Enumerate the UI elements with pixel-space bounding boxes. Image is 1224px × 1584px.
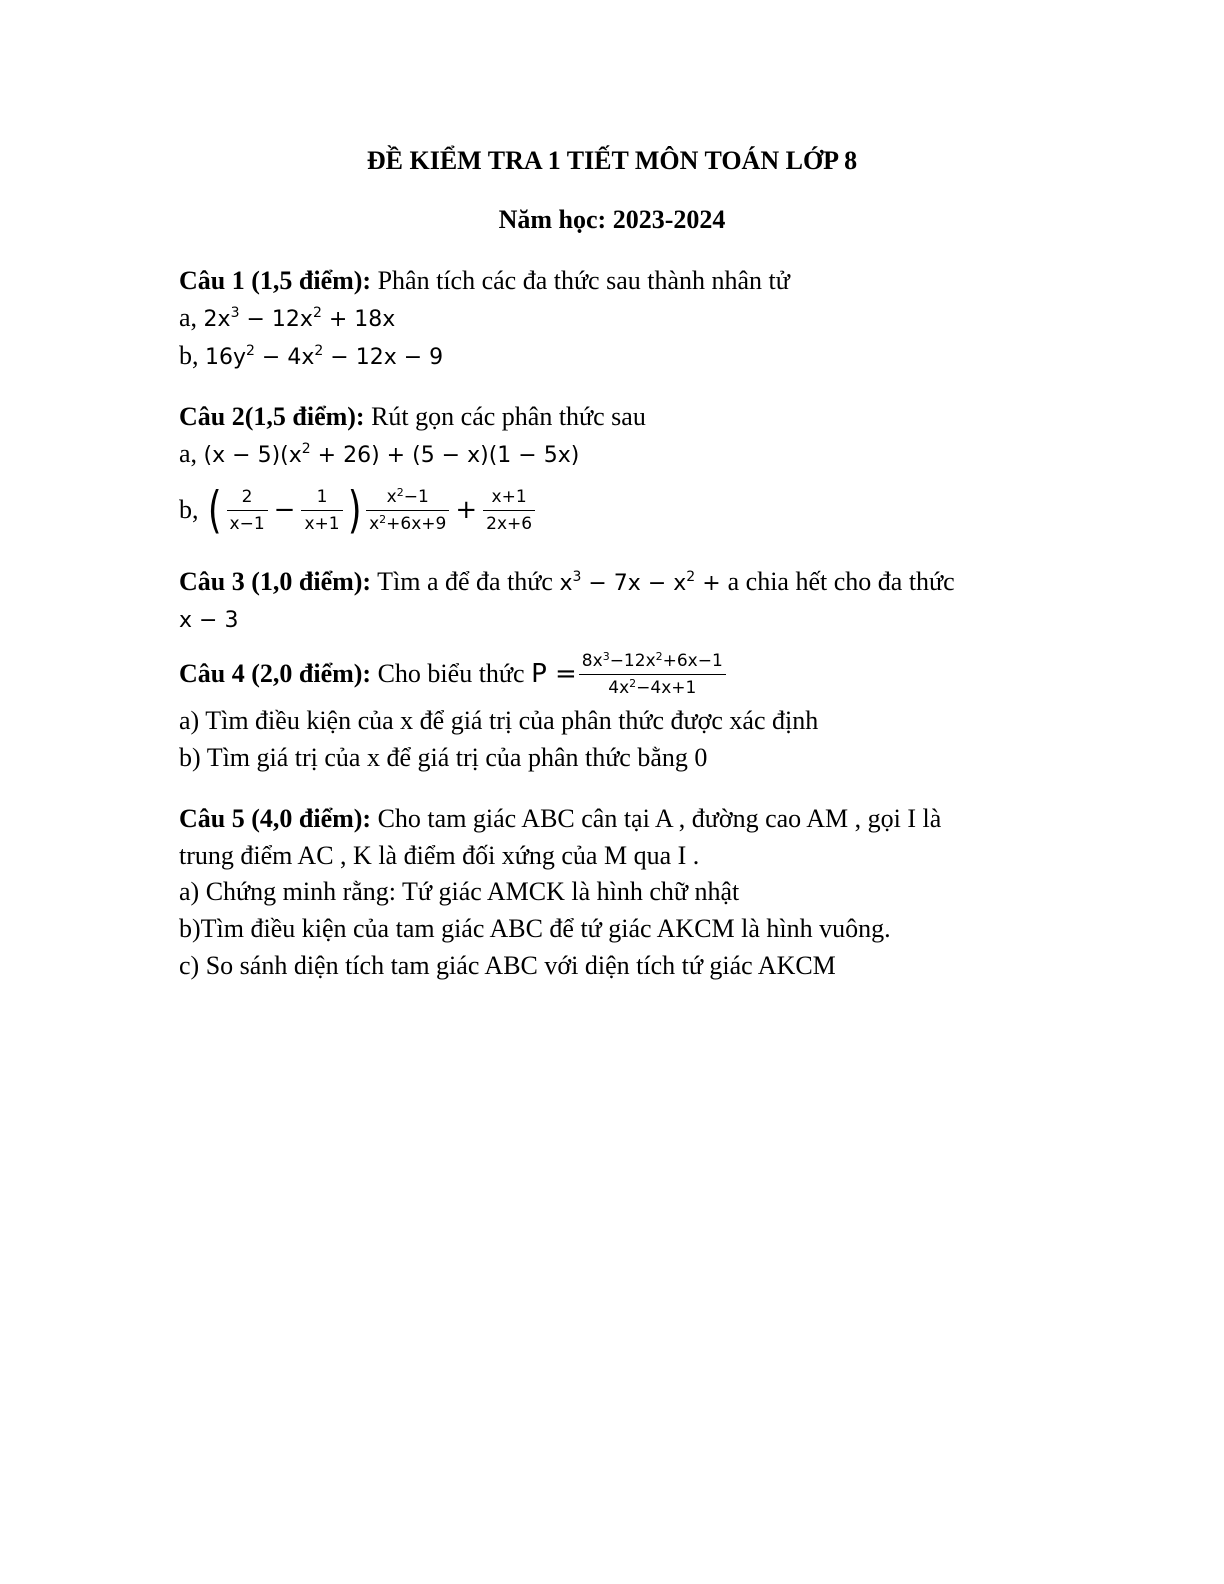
question-4-b: b) Tìm giá trị của x để giá trị của phân thức bằng 0	[179, 743, 708, 772]
school-year: Năm học: 2023-2024	[498, 205, 726, 234]
question-2-a-prefix: a,	[179, 439, 204, 468]
math-expression: $16y^2 - 4x^2 - 12x - 9$	[205, 343, 444, 370]
question-1-b-prefix: b,	[179, 341, 205, 370]
question-5-a: a) Chứng minh rằng: Tứ giác AMCK là hình chữ nhật	[179, 877, 740, 906]
question-1-label: Câu 1 (1,5 điểm):	[179, 266, 372, 295]
question-4-a: a) Tìm điều kiện của x để giá trị của phân thức được xác định	[179, 706, 819, 735]
fraction: $\frac{1}{x+1}$	[301, 487, 342, 534]
question-5	[179, 803, 941, 835]
document-title: ĐỀ KIỂM TRA 1 TIẾT MÔN TOÁN LỚP 8	[366, 146, 858, 175]
math-expression: $x^3 - 7x - x^2$ +	[559, 569, 728, 596]
question-2-text: Rút gọn các phân thức sau	[364, 402, 646, 431]
question-5-text-2: trung điểm AC , K là điểm đối xứng của M qua I .	[179, 841, 700, 870]
question-1-text: Phân tích các đa thức sau thành nhân tử	[371, 266, 790, 295]
math-expression: x − 3	[179, 608, 239, 633]
question-4-text: Cho biểu thức	[371, 659, 532, 689]
question-3: Câu 3 (1,0 điểm): Tìm a để đa thức $x^3 - 7x - x^2 + a$ chia hết cho đa thức	[179, 567, 955, 596]
math-expression: $(x - 5)(x^2 + 26) + (5 - x)(1 - 5x)$	[203, 441, 580, 468]
question-2-b: b, ( $\frac{2}{x-1}$ − $\frac{1}{x+1}$ ) $\frac{x^2-1}{x^2+6x+9}$ + $\frac{x+1}{2x+6}$	[179, 478, 537, 538]
math-expression: $2x^3 - 12x^2 + 18x$	[203, 305, 396, 332]
question-2-label: Câu 2(1,5 điểm):	[179, 402, 365, 431]
question-2	[179, 401, 646, 433]
question-1	[179, 265, 790, 297]
question-3-divisor	[179, 603, 238, 637]
fraction: $\frac{2}{x-1}$	[227, 487, 268, 534]
question-2-b-prefix: b,	[179, 495, 205, 525]
question-1-b	[179, 340, 443, 374]
question-1-a-prefix: a,	[179, 303, 204, 332]
question-5-c: c) So sánh diện tích tam giác ABC với diện tích tứ giác AKCM	[179, 951, 836, 980]
question-4-label: Câu 4 (2,0 điểm):	[179, 659, 372, 689]
question-3-label: Câu 3 (1,0 điểm):	[179, 567, 372, 596]
question-4: Câu 4 (2,0 điểm): Cho biểu thức P = $\frac{8x^3-12x^2+6x-1}{4x^2-4x+1}$	[179, 642, 728, 702]
question-5-b: b)Tìm điều kiện của tam giác ABC để tứ giác AKCM là hình vuông.	[179, 914, 891, 943]
question-5-text-1: Cho tam giác ABC cân tại A , đường cao AM , gọi I là	[371, 804, 942, 833]
question-3-text-1: Tìm a để đa thức	[371, 567, 560, 596]
fraction: $\frac{x+1}{2x+6}$	[483, 487, 535, 534]
question-5-label: Câu 5 (4,0 điểm):	[179, 804, 372, 833]
fraction: $\frac{8x^3-12x^2+6x-1}{4x^2-4x+1}$	[579, 651, 726, 698]
question-1-a	[179, 302, 395, 336]
question-2-a	[179, 438, 579, 472]
question-3-text-2: chia hết cho đa thức	[739, 567, 955, 596]
fraction: $\frac{x^2-1}{x^2+6x+9}$	[366, 487, 449, 534]
